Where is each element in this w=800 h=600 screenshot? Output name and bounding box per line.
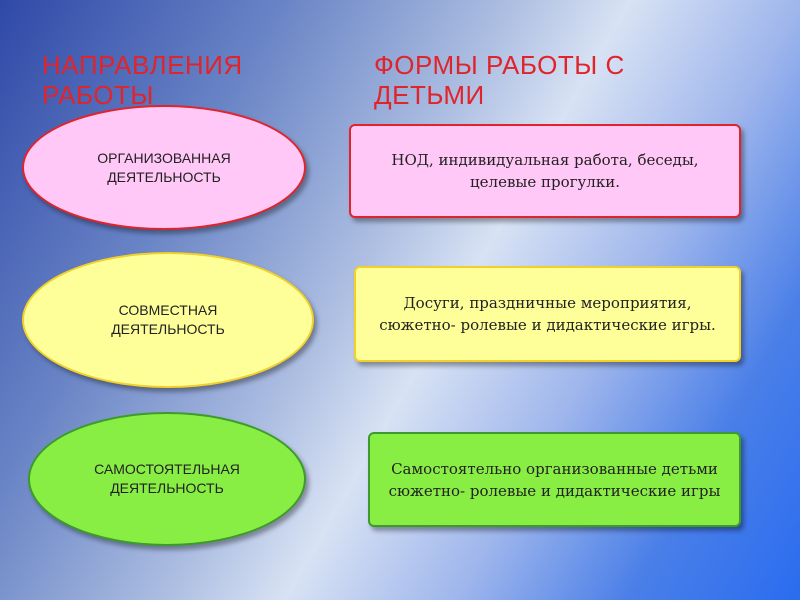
direction-joint [22,252,314,388]
heading-forms: ФОРМЫ РАБОТЫ С ДЕТЬМИ [374,50,625,110]
direction-organized [22,105,306,230]
form-independent [368,432,741,527]
form-independent-text: Самостоятельно организованные детьми сюжетно- ролевые и дидактические игры [388,459,721,500]
form-joint-text: Досуги, праздничные мероприятия, сюжетно- ролевые и дидактические игры. [379,294,716,334]
direction-independent [28,412,306,546]
heading-directions: НАПРАВЛЕНИЯ РАБОТЫ [42,50,243,110]
form-organized [349,124,741,218]
direction-joint-label: СОВМЕСТНАЯ ДЕЯТЕЛЬНОСТЬ [111,302,225,337]
direction-organized-label: ОРГАНИЗОВАННАЯ ДЕЯТЕЛЬНОСТЬ [97,149,231,185]
direction-independent-label: САМОСТОЯТЕЛЬНАЯ ДЕЯТЕЛЬНОСТЬ [94,461,240,496]
form-organized-text: НОД, индивидуальная работа, беседы, целевые прогулки. [391,151,699,191]
form-joint [354,266,741,362]
